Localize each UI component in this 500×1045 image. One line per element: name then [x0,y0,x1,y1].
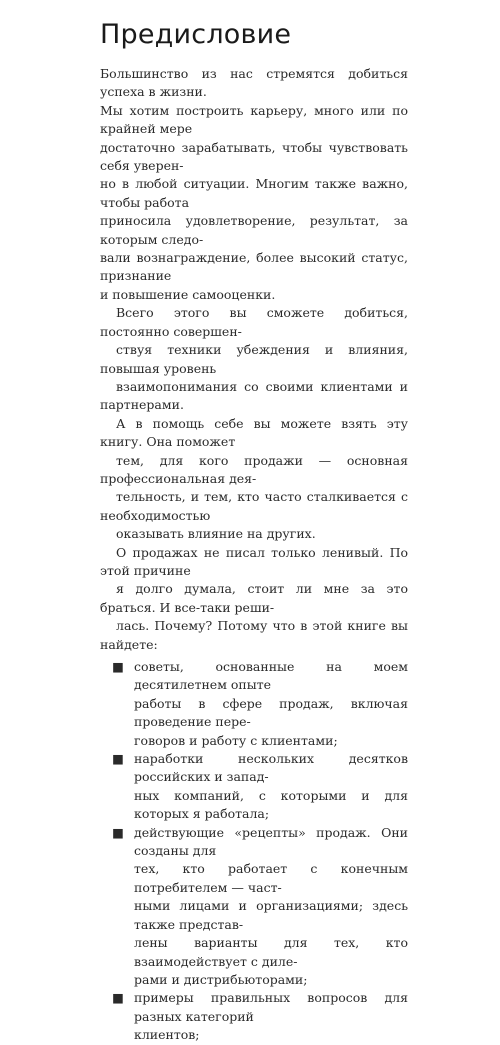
text-line: Мы хотим построить карьеру, много или по крайней мере [100,102,408,137]
text-line: ствуя техники убеждения и влияния, повышая уровень [100,342,408,376]
text-line: достаточно зарабатывать, чтобы чувствовать себя уверен- [100,139,408,174]
text-line: А в помощь себе вы можете взять эту книгу. Она поможет [100,415,408,450]
bullet-list [100,658,408,1045]
list-item [100,824,408,990]
text-line: О продажах не писал только ленивый. По этой причине [100,544,408,578]
text-line: ными лицами и организациями; здесь также представ- [134,898,408,932]
bullet-icon: ■ [112,990,124,1006]
text-line: клиентов; [134,1027,200,1043]
text-line: взаимопонимания со своими клиентами и партнерами. [100,378,408,413]
paragraph [100,544,408,654]
bullet-icon: ■ [112,751,124,767]
text-line: и повышение самооценки. [100,286,276,302]
page-title: Предисловие [100,19,292,51]
text-line: тем, для кого продажи — основная профессиональная дея- [100,452,408,486]
text-line: работы в сфере продаж, включая проведение пере- [134,695,408,730]
text-line: действующие «рецепты» продаж. Они созданы для [134,824,408,859]
text-line: я долго думала, стоит ли мне за это браться. И все-таки реши- [100,581,408,615]
text-line: Всего этого вы сможете добиться, постоянно совершен- [100,305,408,339]
text-line: вали вознаграждение, более высокий статус, признание [100,250,408,284]
text-line: примеры правильных вопросов для разных категорий [134,990,408,1024]
paragraph [100,304,408,543]
text-line: наработки нескольких десятков российских и запад- [134,751,408,785]
text-line: рами и дистрибьюторами; [134,971,308,987]
text-line: говоров и работу с клиентами; [134,732,338,748]
list-item [100,658,408,750]
text-line: Большинство из нас стремятся добиться успеха в жизни. [100,66,408,100]
body-text [100,65,408,1045]
text-line: тех, кто работает с конечным потребителем — част- [134,861,408,895]
text-line: ных компаний, с которыми и для которых я работала; [134,787,408,822]
text-line: оказывать влияние на других. [116,526,316,542]
list-item [100,989,408,1044]
text-line: лась. Почему? Потому что в этой книге вы найдете: [100,618,408,652]
text-line: приносила удовлетворение, результат, за которым следо- [100,213,408,247]
text-line: советы, основанные на моем десятилетнем опыте [134,659,408,693]
text-line: тельность, и тем, кто часто сталкивается с необходимостью [100,489,408,523]
text-line: лены варианты для тех, кто взаимодействует с диле- [134,935,408,969]
bullet-icon: ■ [112,659,124,674]
bullet-icon: ■ [112,824,124,840]
text-line: но в любой ситуации. Многим также важно, чтобы работа [100,176,408,210]
paragraph [100,65,408,304]
list-item [100,750,408,824]
